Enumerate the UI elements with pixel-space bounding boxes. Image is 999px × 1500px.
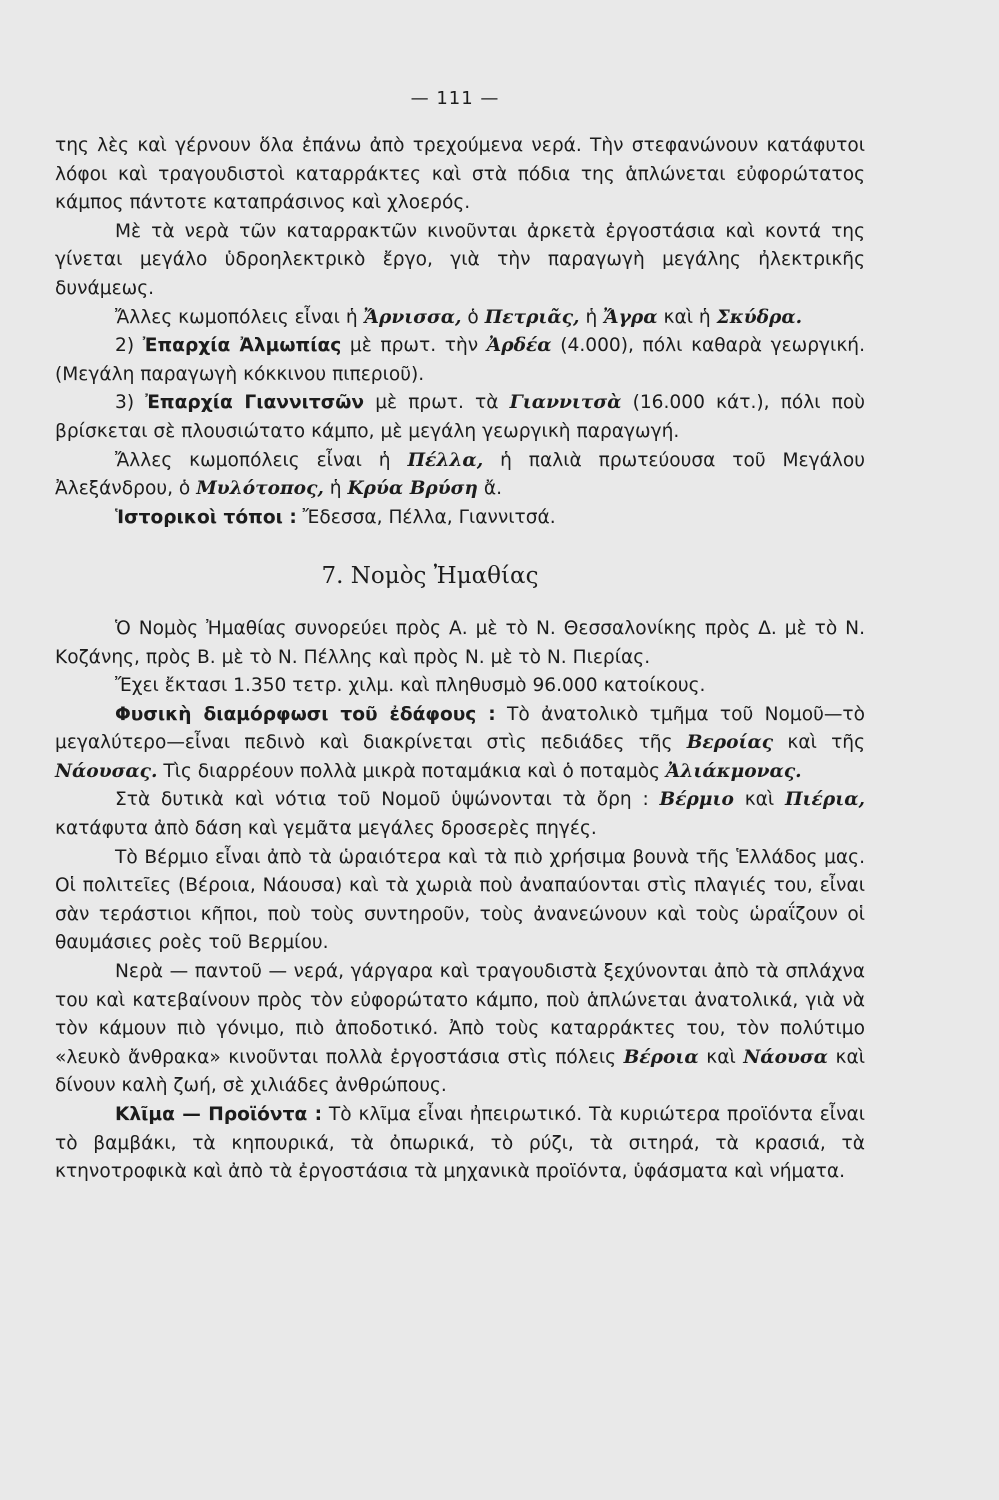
section-label: Κλῖμα — Προϊόντα : [115,1104,323,1125]
item-number: 2) [115,335,143,357]
text-run: (16.000 κάτ.), πόλι ποὺ βρίσκεται σὲ πλουσιώτατο κάμπο, μὲ μεγάλη γεωργικὴ παραγωγή. [55,392,865,442]
text-run: ἡ [323,478,348,500]
paragraph-mountains [55,786,865,843]
paragraph-giannitsa [55,389,865,446]
paragraph-waterfalls: Μὲ τὰ νερὰ τῶν καταρρακτῶν κινοῦνται ἀρκετὰ ἐργοστάσια καὶ κοντά της γίνεται μεγάλο ὑδροηλεκτρικὸ ἔργο, γιὰ τὴν παραγωγὴ μεγάλης ἠλεκτρικῆς δυνάμεως. [55,220,865,299]
paragraph-vermio: Τὸ Βέρμιο εἶναι ἀπὸ τὰ ὡραιότερα καὶ τὰ πιὸ χρήσιμα βουνὰ τῆς Ἑλλάδος μας. Οἱ πολιτεῖες (Βέροια, Νάουσα) καὶ τὰ χωριὰ ποὺ ἀναπαύονται στὶς πλαγιές του, εἶναι σὰν τεράστιοι κῆποι, ποὺ τοὺς συντηροῦν, τοὺς ἀνανεώνουν καὶ τοὺς ὡραΐζουν οἱ θαυμάσιες ροὲς τοῦ Βερμίου. [55,846,865,954]
paragraph-area: Ἔχει ἔκτασι 1.350 τετρ. χιλμ. καὶ πληθυσμὸ 96.000 κατοίκους. [115,675,706,697]
place-name: Πιέρια, [784,789,865,811]
text-run: κατάφυτα ἀπὸ δάση καὶ γεμᾶτα μεγάλες δροσερὲς πηγές. [55,818,597,840]
paragraph-borders: Ὁ Νομὸς Ἠμαθίας συνορεύει πρὸς Α. μὲ τὸ Ν. Θεσσαλονίκης πρὸς Δ. μὲ τὸ Ν. Κοζάνης, πρὸς Β. μὲ τὸ Ν. Πέλλης καὶ πρὸς Ν. μὲ τὸ Ν. Πιερίας. [55,617,865,668]
paragraph-waters [55,958,865,1101]
town-name: Ἀρδέα [486,335,552,357]
text-run: (4.000), πόλι καθαρὰ γεωργική. (Μεγάλη παραγωγὴ κόκκινου πιπεριοῦ). [55,335,866,385]
text-run: ἄ. [477,478,502,500]
paragraph-towns-edessa [55,304,865,333]
place-name: Βέρμιο [659,789,734,811]
paragraph-towns-giannitsa [55,447,865,504]
text-run: Ἄλλες κωμοπόλεις εἶναι ἡ [115,449,408,471]
place-name: Νάουσα [743,1046,828,1068]
town-name: Κρύα Βρύση [347,478,478,500]
place-name: Βέροια [623,1046,699,1068]
town-name: Σκύδρα. [716,306,803,328]
place-name: Νάουσας. [55,760,158,782]
text-run: καὶ [733,789,785,811]
section-label: Ἱστορικοὶ τόποι : [115,506,297,528]
town-name: Γιαννιτσὰ [509,392,622,414]
section-heading: 7. Νομὸς Ἠμαθίας [321,563,539,590]
text-run: ἡ παλιὰ πρωτεύουσα τοῦ Μεγάλου Ἀλεξάνδρου, ὁ [55,449,865,500]
text-run: καὶ [698,1046,744,1068]
town-name: Πέλλα, [407,449,484,471]
text-run: Τὸ ἀνατολικὸ τμῆμα τοῦ Νομοῦ—τὸ μεγαλύτερο—εἶναι πεδινὸ καὶ διακρίνεται στὶς πεδιάδες τῆς [55,703,865,754]
paragraph-climate [55,1101,865,1187]
town-name: Ἄγρα [603,306,658,328]
province-label: Ἐπαρχία Γιαννιτσῶν [145,392,365,414]
province-label: Ἐπαρχία Ἀλμωπίας [142,335,342,357]
text-run: καὶ δίνουν καλὴ ζωή, σὲ χιλιάδες ἀνθρώπους. [55,1046,865,1097]
place-name: Ἀλιάκμονας. [665,760,802,782]
item-number: 3) [115,392,146,414]
text-run: μὲ πρωτ. τὴν [341,335,487,357]
town-name: Πετριᾶς, [484,306,580,328]
text-run: Νερὰ — παντοῦ — νερά, γάργαρα καὶ τραγουδιστὰ ξεχύνονται ἀπὸ τὰ σπλάχνα του καὶ κατεβαίνουν πρὸς τὸν εὐφορώτατο κάμπο, ποὺ ἁπλώνεται ἀνατολικά, γιὰ νὰ τὸν κάμουν πιὸ γόνιμο, πιὸ ἀποδοτικό. Ἀπὸ τοὺς καταρράκτες του, τὸν πολύτιμο «λευκὸ ἄνθρακα» κινοῦνται πολλὰ ἐργοστάσια στὶς πόλεις [55,961,865,1068]
body-text [55,132,865,1187]
text-run: ἡ [579,306,604,328]
text-run: Τὶς διαρρέουν πολλὰ μικρὰ ποταμάκια καὶ ὁ ποταμὸς [157,760,666,782]
text-run: καὶ ἡ [657,306,717,328]
text-run: Στὰ δυτικὰ καὶ νότια τοῦ Νομοῦ ὑψώνονται τὰ ὄρη : [115,789,660,811]
text-run: μὲ πρωτ. τὰ [364,392,510,414]
text-run: Τὸ κλῖμα εἶναι ἠπειρωτικό. Τὰ κυριώτερα προϊόντα εἶναι τὸ βαμβάκι, τὰ κηπουρικά, τὰ ὀπωρικά, τὸ ρύζι, τὰ σιτηρά, τὰ κρασιά, τὰ κτηνοτροφικὰ καὶ ἀπὸ τὰ ἐργοστάσια τὰ μηχανικὰ προϊόντα, ὑφάσματα καὶ νήματα. [55,1104,866,1183]
text-run: Ἔδεσσα, Πέλλα, Γιαννιτσά. [296,506,556,528]
page-number: — 111 — [410,88,500,109]
paragraph-historic-places [55,504,865,533]
text-run: ὁ [461,306,485,328]
section-label: Φυσικὴ διαμόρφωσι τοῦ ἐδάφους : [115,703,496,725]
paragraph-terrain [55,701,865,787]
text-run: καὶ τῆς [773,732,865,754]
place-name: Βεροίας [686,732,774,754]
text-run: Ἄλλες κωμοπόλεις εἶναι ἡ [115,306,364,328]
town-name: Μυλότοπος, [196,478,324,500]
paragraph-almopia [55,332,865,389]
paragraph-continuation: της λὲς καὶ γέρνουν ὅλα ἐπάνω ἀπὸ τρεχούμενα νερά. Τὴν στεφανώνουν κατάφυτοι λόφοι καὶ τραγουδιστοὶ καταρράκτες καὶ στὰ πόδια της ἁπλώνεται εὐφορώτατος κάμπος πάντοτε καταπράσινος καὶ χλοερός. [55,135,865,214]
town-name: Ἄρνισσα, [363,306,462,328]
